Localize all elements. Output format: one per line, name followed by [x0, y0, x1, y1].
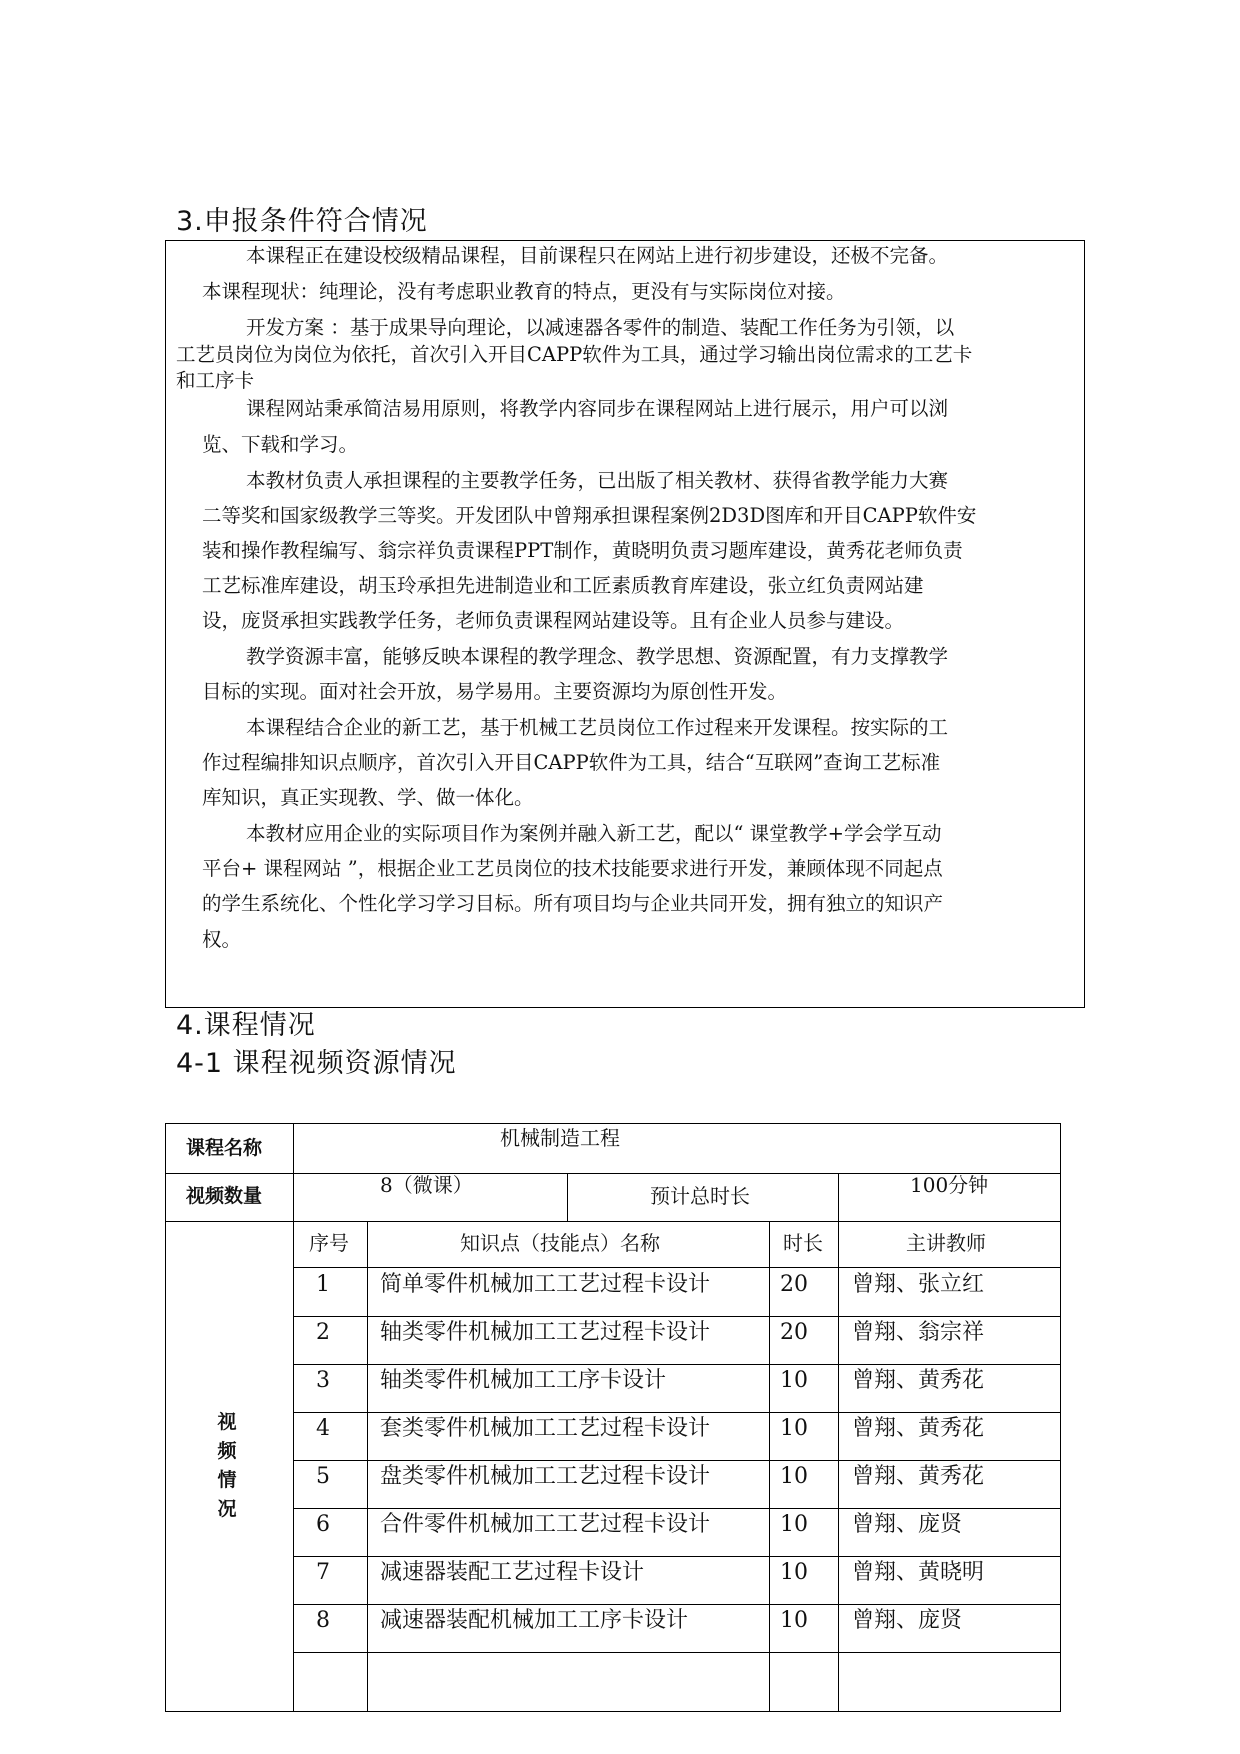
para-line: 本课程正在建设校级精品课程，目前课程只在网站上进行初步建设，还极不完备。	[246, 244, 949, 267]
row-duration: 10	[780, 1368, 808, 1393]
para-line: 本教材应用企业的实际项目作为案例并融入新工艺，配以“ 课堂教学+学会学互动	[246, 822, 942, 845]
row-duration: 20	[780, 1272, 808, 1297]
row-index: 3	[316, 1368, 330, 1393]
total-duration-value: 100分钟	[910, 1173, 989, 1197]
row-teacher: 曾翔、张立红	[852, 1272, 985, 1297]
row-teacher: 曾翔、黄秀花	[852, 1464, 985, 1489]
header-teacher: 主讲教师	[906, 1231, 986, 1255]
header-index: 序号	[309, 1231, 349, 1255]
para-line: 目标的实现。面对社会开放，易学易用。主要资源均为原创性开发。	[202, 680, 788, 703]
row-index: 4	[316, 1416, 330, 1441]
row-teacher: 曾翔、黄秀花	[852, 1416, 985, 1441]
course-name-value: 机械制造工程	[500, 1126, 620, 1150]
row-knowledge-point: 轴类零件机械加工工序卡设计	[380, 1368, 667, 1393]
row-duration: 10	[780, 1416, 808, 1441]
row-index: 2	[316, 1320, 330, 1345]
course-name-label: 课程名称	[186, 1137, 263, 1159]
row-knowledge-point: 盘类零件机械加工工艺过程卡设计	[380, 1464, 711, 1489]
row-index: 1	[316, 1272, 330, 1297]
para-line: 库知识，真正实现教、学、做一体化。	[202, 786, 534, 809]
row-teacher: 曾翔、庞贤	[852, 1608, 963, 1633]
video-count-label: 视频数量	[186, 1185, 263, 1207]
para-line: 本课程结合企业的新工艺，基于机械工艺员岗位工作过程来开发课程。按实际的工	[246, 716, 949, 739]
para-line: 平台+ 课程网站 ”，根据企业工艺员岗位的技术技能要求进行开发，兼顾体现不同起点	[202, 857, 943, 880]
para-line: 二等奖和国家级教学三等奖。开发团队中曾翔承担课程案例2D3D图库和开目CAPP软件安	[202, 504, 977, 527]
para-line: 览、下载和学习。	[202, 433, 359, 456]
para-line: 装和操作教程编写、翁宗祥负责课程PPT制作，黄晓明负责习题库建设，黄秀花老师负责	[202, 539, 963, 562]
row-duration: 10	[780, 1608, 808, 1633]
para-line: 权。	[202, 928, 242, 951]
video-count-value: 8（微课）	[380, 1173, 473, 1197]
para-line: 设，庞贤承担实践教学任务，老师负责课程网站建设等。且有企业人员参与建设。	[202, 609, 905, 632]
para-line: 开发方案 ：基于成果导向理论，以减速器各零件的制造、装配工作任务为引领，以	[246, 316, 955, 339]
row-duration: 20	[780, 1320, 808, 1345]
section4-subtitle: 4-1 课程视频资源情况	[176, 1048, 457, 1079]
para-line: 课程网站秉承简洁易用原则，将教学内容同步在课程网站上进行展示，用户可以浏	[246, 397, 949, 420]
row-teacher: 曾翔、黄秀花	[852, 1368, 985, 1393]
row-knowledge-point: 合件零件机械加工工艺过程卡设计	[380, 1512, 711, 1537]
row-duration: 10	[780, 1464, 808, 1489]
para-line: 教学资源丰富，能够反映本课程的教学理念、教学思想、资源配置，有力支撑教学	[246, 645, 949, 668]
section4-title: 4.课程情况	[176, 1010, 316, 1041]
para-line: 本课程现状：纯理论，没有考虑职业教育的特点，更没有与实际岗位对接。	[202, 280, 846, 303]
row-index: 7	[316, 1560, 330, 1585]
para-line: 和工序卡	[176, 369, 255, 392]
row-index: 6	[316, 1512, 330, 1537]
para-line: 作过程编排知识点顺序，首次引入开目CAPP软件为工具，结合“互联网”查询工艺标准	[202, 751, 941, 774]
video-section-label: 视 频 情 况	[217, 1411, 237, 1520]
total-duration-label: 预计总时长	[650, 1184, 750, 1208]
row-knowledge-point: 简单零件机械加工工艺过程卡设计	[380, 1272, 711, 1297]
row-teacher: 曾翔、黄晓明	[852, 1560, 985, 1585]
row-index: 8	[316, 1608, 330, 1633]
section3-title: 3.申报条件符合情况	[176, 206, 428, 237]
header-knowledge-point: 知识点（技能点）名称	[460, 1231, 660, 1255]
row-teacher: 曾翔、庞贤	[852, 1512, 963, 1537]
row-knowledge-point: 套类零件机械加工工艺过程卡设计	[380, 1416, 711, 1441]
row-duration: 10	[780, 1512, 808, 1537]
para-line: 工艺标准库建设，胡玉玲承担先进制造业和工匠素质教育库建设，张立红负责网站建	[202, 574, 924, 597]
para-line: 的学生系统化、个性化学习学习目标。所有项目均与企业共同开发，拥有独立的知识产	[202, 892, 944, 915]
row-knowledge-point: 减速器装配机械加工工序卡设计	[380, 1608, 689, 1633]
row-teacher: 曾翔、翁宗祥	[852, 1320, 985, 1345]
row-knowledge-point: 轴类零件机械加工工艺过程卡设计	[380, 1320, 711, 1345]
row-index: 5	[316, 1464, 330, 1489]
para-line: 本教材负责人承担课程的主要教学任务，已出版了相关教材、获得省教学能力大赛	[246, 469, 949, 492]
para-line: 工艺员岗位为岗位为依托，首次引入开目CAPP软件为工具，通过学习输出岗位需求的工艺卡	[176, 343, 973, 366]
header-duration: 时长	[783, 1231, 823, 1255]
row-knowledge-point: 减速器装配工艺过程卡设计	[380, 1560, 645, 1585]
row-duration: 10	[780, 1560, 808, 1585]
